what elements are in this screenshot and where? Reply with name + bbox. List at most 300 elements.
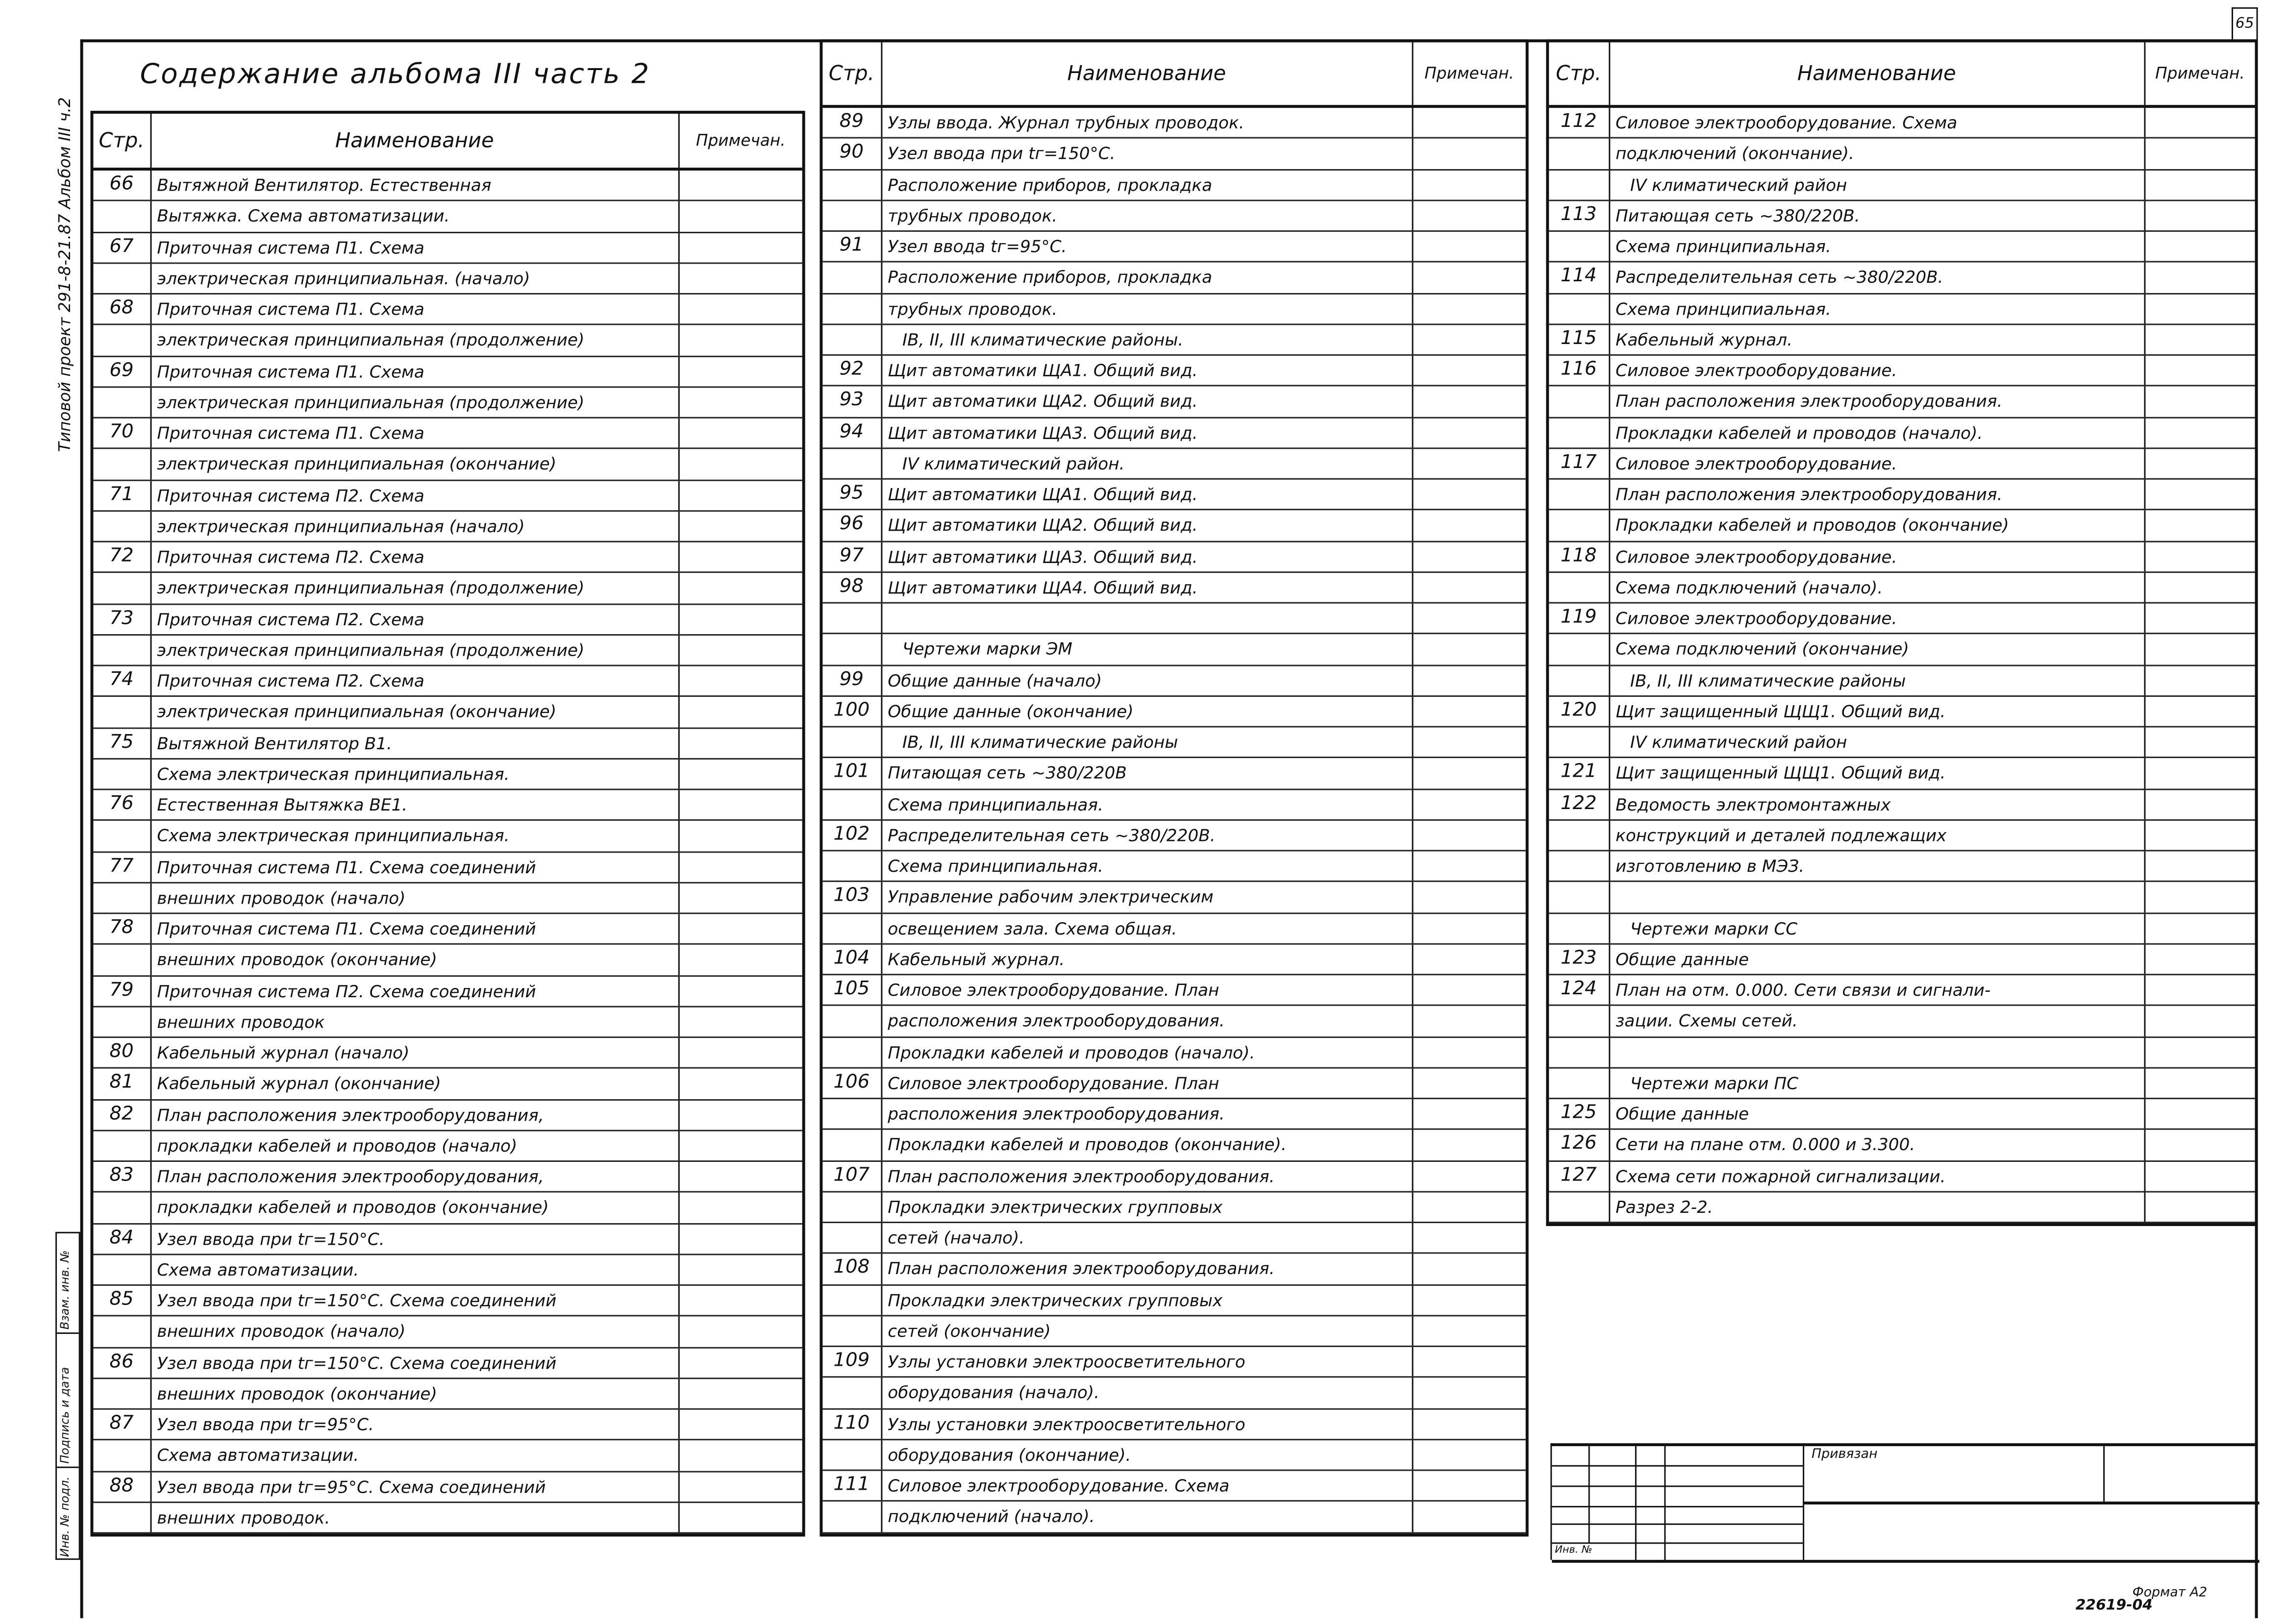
item-name: Силовое электрооборудование. План [882,1068,1413,1098]
item-name: оборудования (начало). [882,1378,1413,1407]
table-row [1549,572,2255,603]
item-name [1610,883,2145,912]
page-number: 74 [93,666,151,696]
table-row [93,666,802,697]
contents-table-2 [820,39,1528,1536]
table-row [822,883,1525,913]
note-cell [679,325,802,355]
page-number [93,1193,151,1222]
note-cell [1413,1440,1526,1469]
note-cell [679,1502,802,1532]
item-name: зации. Схемы сетей. [1610,1006,2145,1035]
page-number: 78 [93,914,151,943]
table-row [822,789,1525,820]
item-name: Расположение приборов, прокладка [882,170,1413,199]
table-row [93,1224,802,1255]
table-row [93,883,802,914]
note-cell [679,1286,802,1315]
header-page: Стр. [93,114,151,168]
note-cell [679,852,802,882]
table-row [93,232,802,263]
note-cell [679,418,802,448]
table-row [1549,759,2255,789]
table-row [1549,418,2255,448]
note-cell [1413,1347,1526,1377]
note-cell [679,790,802,819]
page-number: 95 [822,480,882,509]
note-cell [2145,170,2255,199]
note-cell [2145,572,2255,602]
note-cell [2145,449,2255,478]
item-name: освещением зала. Схема общая. [882,913,1413,943]
page-number: 100 [822,696,882,726]
table-row [1549,356,2255,387]
page-number: 113 [1549,201,1610,230]
table-row [822,356,1525,387]
table-row [822,820,1525,851]
table-row [822,665,1525,696]
item-name: Общие данные (начало) [882,665,1413,695]
table-row [1549,480,2255,511]
page-number [1549,851,1610,881]
item-name: Силовое электрооборудование. [1610,541,2145,571]
page-number [822,913,882,943]
item-name: Распределительная сеть ~380/220В. [882,820,1413,850]
note-cell [2145,325,2255,354]
note-cell [1413,1161,1526,1191]
page-number: 92 [822,356,882,385]
page-number: 108 [822,1254,882,1283]
section-heading-row [822,325,1525,356]
note-cell [679,821,802,851]
header-note: Примечан. [696,131,786,150]
section-heading-row [1549,665,2255,696]
item-name: изготовлению в МЭЗ. [1610,851,2145,881]
table-row [93,759,802,790]
table-row [1549,789,2255,820]
table-row [822,108,1525,139]
item-name: Схема подключений (окончание) [1610,635,2145,664]
page-number [1549,480,1610,509]
page-number [93,759,151,788]
item-name: оборудования (окончание). [882,1440,1413,1469]
page-number [1549,572,1610,602]
page-number: 125 [1549,1099,1610,1129]
note-cell [2145,418,2255,447]
side-stamp-inv-label: Инв. № подл. [58,1476,72,1557]
page-number: 87 [93,1410,151,1439]
table-row [93,356,802,387]
page-number: 110 [822,1409,882,1438]
note-cell [2145,232,2255,261]
note-cell [1413,232,1526,261]
item-name: Прокладки кабелей и проводов (начало). [882,1037,1413,1067]
page-number: 122 [1549,789,1610,819]
note-cell [679,1441,802,1470]
page-number: 66 [93,171,151,200]
page-number [93,388,151,417]
table-row [822,913,1525,944]
note-cell [1413,418,1526,447]
note-cell [1413,604,1526,633]
document-code: 22619-04 [2075,1598,2153,1614]
page-number: 126 [1549,1130,1610,1159]
item-name: электрическая принципиальная (продолжение) [151,325,679,355]
page-number [1549,387,1610,416]
item-name: Узлы установки электроосветительного [882,1347,1413,1377]
item-name: Схема принципиальная. [882,851,1413,881]
page-number [822,1316,882,1346]
table-row [1549,851,2255,882]
note-cell [1413,170,1526,199]
table-row [822,759,1525,789]
table-row [822,1006,1525,1037]
note-cell [1413,1099,1526,1129]
table-row [1549,975,2255,1006]
table-row [1549,1006,2255,1037]
item-name: Схема принципиальная. [1610,232,2145,261]
item-name: Щит защищенный ЩЩ1. Общий вид. [1610,696,2145,726]
table-row [1549,541,2255,572]
note-cell [1413,1502,1526,1531]
item-name: Общие данные [1610,1099,2145,1129]
table-row [822,1440,1525,1471]
side-stamp-signature-label: Подпись и дата [58,1367,72,1464]
page-number [822,201,882,230]
note-cell [1413,635,1526,664]
table-row [822,1161,1525,1192]
table-row [93,201,802,232]
note-cell [1413,1006,1526,1035]
page-number [93,635,151,664]
page-number [1549,1006,1610,1035]
note-cell [1413,759,1526,788]
page-number [822,263,882,292]
page-number [822,1378,882,1407]
note-cell [2145,1006,2255,1035]
note-cell [1413,727,1526,757]
page-number [822,1285,882,1314]
note-cell [679,511,802,541]
item-name: Прокладки кабелей и проводов (начало). [1610,418,2145,447]
page-number: 127 [1549,1161,1610,1191]
table-row [1549,511,2255,541]
page-number: 109 [822,1347,882,1377]
note-cell [679,573,802,603]
note-cell [2145,1130,2255,1159]
page-number [1549,418,1610,447]
item-name: IV климатический район. [882,449,1413,478]
note-cell [679,449,802,479]
note-cell [679,295,802,324]
item-name [882,604,1413,633]
table-row [93,1286,802,1317]
note-cell [679,976,802,1006]
note-cell [2145,356,2255,385]
table-row [822,418,1525,448]
table-row [822,1502,1525,1533]
table-row [822,604,1525,635]
note-cell [679,1038,802,1067]
table-row [822,1254,1525,1285]
table-row [93,852,802,883]
item-name: Узлы установки электроосветительного [882,1409,1413,1438]
page-number: 91 [822,232,882,261]
item-name: Чертежи марки ПС [1610,1068,2145,1098]
item-name: Приточная система П2. Схема соединений [151,976,679,1006]
note-cell [1413,108,1526,137]
note-cell [1413,1192,1526,1222]
note-cell [2145,696,2255,726]
item-name: Силовое электрооборудование. [1610,356,2145,385]
page-number: 72 [93,542,151,572]
item-name: Схема принципиальная. [1610,294,2145,323]
item-name: прокладки кабелей и проводов (начало) [151,1131,679,1160]
header-page: Стр. [1549,42,1610,105]
page-number [93,945,151,974]
page-number: 119 [1549,604,1610,633]
item-name: внешних проводок (окончание) [151,945,679,974]
page-number: 107 [822,1161,882,1191]
table-row [93,604,802,635]
inv-number-label: Инв. № [1555,1544,1592,1556]
table-row [93,1255,802,1286]
page-number [1549,232,1610,261]
item-name: внешних проводок [151,1007,679,1036]
item-name: Узел ввода при tг=95°С. Схема соединений [151,1472,679,1501]
table-row [93,1007,802,1038]
page-number [822,1223,882,1253]
table-row [93,976,802,1007]
section-heading-row [1549,1068,2255,1099]
section-heading-row [1549,170,2255,201]
item-name: Ведомость электромонтажных [1610,789,2145,819]
note-cell [1413,1378,1526,1407]
page-number [1549,170,1610,199]
page-number [93,511,151,541]
table-row [822,572,1525,603]
item-name: электрическая принципиальная (начало) [151,511,679,541]
note-cell [2145,1068,2255,1098]
page-number: 117 [1549,449,1610,478]
table-row [1549,1130,2255,1161]
item-name: трубных проводок. [882,201,1413,230]
note-cell [1413,1037,1526,1067]
note-cell [1413,356,1526,385]
table-row [822,170,1525,201]
bound-label: Привязан [1811,1448,1878,1462]
item-name: Схема электрическая принципиальная. [151,759,679,788]
header-page: Стр. [822,42,882,105]
table-row [93,821,802,852]
table-row [1549,1099,2255,1130]
title-block [1550,1443,2258,1560]
page-number: 94 [822,418,882,447]
table-row [822,1068,1525,1099]
table-row [822,201,1525,232]
item-name: План расположения электрооборудования, [151,1162,679,1191]
page-number: 120 [1549,696,1610,726]
page-number: 73 [93,604,151,634]
item-name: Распределительная сеть ~380/220В. [1610,263,2145,292]
note-cell [2145,387,2255,416]
table-row [822,1223,1525,1254]
note-cell [679,388,802,417]
page-number [93,573,151,603]
table-row [1549,820,2255,851]
table-row [1549,201,2255,232]
page-number [822,1192,882,1222]
table-row [1549,1161,2255,1192]
page-number: 83 [93,1162,151,1191]
item-name: Узел ввода при tг=150°С. [151,1224,679,1253]
table-row [93,542,802,573]
page-number: 84 [93,1224,151,1253]
note-cell [2145,635,2255,664]
page-number [93,1502,151,1532]
note-cell [2145,913,2255,943]
item-name: Вытяжка. Схема автоматизации. [151,201,679,231]
table-row [822,1192,1525,1223]
note-cell [679,1007,802,1036]
page-number [93,697,151,727]
table-row [1549,604,2255,635]
page-number: 123 [1549,944,1610,974]
page-number: 104 [822,944,882,974]
table-row [93,418,802,449]
page-number: 102 [822,820,882,850]
item-name: подключений (окончание). [1610,139,2145,168]
item-name: Управление рабочим электрическим [882,883,1413,912]
table-row [822,1347,1525,1378]
item-name: Кабельный журнал (окончание) [151,1069,679,1098]
item-name: Узел ввода при tг=150°С. Схема соединений [151,1286,679,1315]
page-number: 81 [93,1069,151,1098]
table-row [93,388,802,418]
page-number: 124 [1549,975,1610,1005]
item-name: Сети на плане отм. 0.000 и 3.300. [1610,1130,2145,1159]
item-name: электрическая принципиальная (окончание) [151,697,679,727]
item-name: Приточная система П1. Схема [151,418,679,448]
table-row [93,1100,802,1131]
item-name: Узел ввода tг=95°С. [882,232,1413,261]
note-cell [679,1317,802,1346]
table-row [1549,883,2255,913]
item-name: Узел ввода при tг=150°С. Схема соединений [151,1348,679,1377]
page-number [93,1317,151,1346]
page-number [822,1130,882,1159]
item-name: Силовое электрооборудование. [1610,449,2145,478]
note-cell [679,1069,802,1098]
table-row [1549,449,2255,480]
page-number: 98 [822,572,882,602]
note-cell [1413,1316,1526,1346]
item-name: Прокладки электрических групповых [882,1285,1413,1314]
page-number [822,325,882,354]
table-row [1549,1192,2255,1223]
note-cell [679,1131,802,1160]
item-name: План расположения электрооборудования, [151,1100,679,1130]
item-name: План расположения электрооборудования. [882,1254,1413,1283]
item-name: IВ, II, III климатические районы [1610,665,2145,695]
item-name: электрическая принципиальная. (начало) [151,264,679,293]
note-cell [1413,325,1526,354]
item-name: Чертежи марки ЭМ [882,635,1413,664]
page-number: 85 [93,1286,151,1315]
note-cell [679,1410,802,1439]
page-number [822,851,882,881]
page-number [93,883,151,912]
item-name: внешних проводок (окончание) [151,1379,679,1408]
contents-table-1 [90,111,805,1536]
note-cell [679,1193,802,1222]
table-row [822,294,1525,324]
page-number: 93 [822,387,882,416]
note-cell [2145,944,2255,974]
note-cell [1413,851,1526,881]
note-cell [679,728,802,758]
item-name: Схема электрическая принципиальная. [151,821,679,851]
note-cell [679,171,802,200]
note-cell [2145,727,2255,757]
header-name: Наименование [151,114,679,168]
note-cell [1413,139,1526,168]
page-number: 105 [822,975,882,1005]
page-number: 114 [1549,263,1610,292]
page-number: 89 [822,108,882,137]
note-cell [1413,975,1526,1005]
table-row [93,264,802,295]
table-row [822,541,1525,572]
page-number [1549,294,1610,323]
note-cell [1413,665,1526,695]
page-number [93,821,151,851]
item-name: электрическая принципиальная (продолжение) [151,635,679,664]
page-number: 121 [1549,759,1610,788]
item-name: Питающая сеть ~380/220В. [1610,201,2145,230]
table-row [93,1193,802,1224]
note-cell [1413,387,1526,416]
side-title: Типовой проект 291-8-21.87 Альбом III ч.2 [55,97,75,452]
header-note: Примечан. [1424,64,1514,83]
item-name: Кабельный журнал (начало) [151,1038,679,1067]
note-cell [679,883,802,912]
item-name: Разрез 2-2. [1610,1192,2145,1222]
page-number: 118 [1549,541,1610,571]
item-name: Прокладки кабелей и проводов (окончание) [1610,511,2145,540]
page-number [1549,820,1610,850]
page-number [822,1006,882,1035]
item-name: Схема автоматизации. [151,1441,679,1470]
table-row [822,480,1525,511]
table-header [1549,42,2255,108]
page-number [93,325,151,355]
item-name: IV климатический район [1610,170,2145,199]
table-row [93,1410,802,1441]
table-row [1549,232,2255,263]
table-row [93,480,802,511]
section-heading-row [822,635,1525,665]
table-row [822,975,1525,1006]
note-cell [679,264,802,293]
table-row [93,511,802,542]
page-number [822,1502,882,1531]
table-row [93,697,802,728]
note-cell [679,759,802,788]
item-name: Кабельный журнал. [882,944,1413,974]
page-number [93,1131,151,1160]
page-number [822,789,882,819]
